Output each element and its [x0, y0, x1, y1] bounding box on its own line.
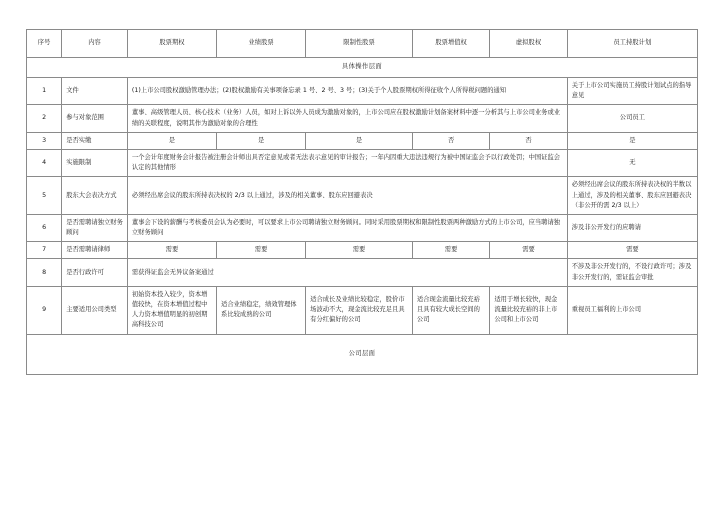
row-cell: 适合现金流量比较充裕且具有较大成长空间的公司 [412, 286, 489, 334]
row-number: 2 [27, 105, 62, 132]
column-header-7: 员工持股计划 [567, 30, 697, 58]
row-number: 6 [27, 214, 62, 241]
row-number: 4 [27, 149, 62, 176]
row-cell: 必须经出席会议的股东所持表决权的半数以上通过，涉及的相关董事、股东应回避表决（非公开的需 2/3 以上） [567, 177, 697, 215]
row-cell: 初始资本投入较少，资本增值较快，在资本增值过程中人力资本增值明显的初创期高科技公司 [127, 286, 216, 334]
table-row [27, 177, 698, 215]
column-header-3: 业绩股票 [217, 30, 306, 58]
row-cell: 涉及非公开发行的应聘请 [567, 214, 697, 241]
table-row [27, 132, 698, 149]
section-header-row-bottom [27, 334, 698, 374]
row-label: 文件 [62, 78, 128, 105]
row-cell: 是 [217, 132, 306, 149]
row-label: 是否需聘请独立财务顾问 [62, 214, 128, 241]
row-cell: 需要 [306, 242, 413, 259]
table-row [27, 149, 698, 176]
table-header-row [27, 30, 698, 58]
table-row [27, 286, 698, 334]
column-header-0: 序号 [27, 30, 62, 58]
row-number: 7 [27, 242, 62, 259]
row-cell: 否 [412, 132, 489, 149]
row-cell: 需要 [490, 242, 567, 259]
row-number: 5 [27, 177, 62, 215]
row-cell: 重视员工福利的上市公司 [567, 286, 697, 334]
table-row [27, 259, 698, 286]
row-cell: 适合成长及业绩比较稳定，股价市场波动不大，现金流比较充足且具有分红偏好的公司 [306, 286, 413, 334]
row-cell: 需获得证监会无异议备案通过 [127, 259, 567, 286]
column-header-1: 内容 [62, 30, 128, 58]
row-cell: (1)上市公司股权激励管理办法；(2)股权激励有关事项备忘录 1 号、2 号、3 号；(3)关于个人股票期权所得征收个人所得税问题的通知 [127, 78, 567, 105]
column-header-5: 股票增值权 [412, 30, 489, 58]
section-title-top: 具体操作层面 [27, 58, 698, 78]
column-header-2: 股票期权 [127, 30, 216, 58]
row-cell: 是 [567, 132, 697, 149]
table-row [27, 78, 698, 105]
row-cell: 无 [567, 149, 697, 176]
table-body [27, 30, 698, 375]
equity-incentive-comparison-table [26, 29, 698, 375]
row-cell: 一个会计年度财务会计报告被注册会计师出具否定意见或者无法表示意见的审计报告；一年内因重大违法违规行为被中国证监会予以行政处罚；中国证监会认定的其他情形 [127, 149, 567, 176]
row-cell: 需要 [217, 242, 306, 259]
row-label: 是否需聘请律师 [62, 242, 128, 259]
row-label: 参与对象范围 [62, 105, 128, 132]
row-cell: 公司员工 [567, 105, 697, 132]
row-cell: 需要 [127, 242, 216, 259]
row-cell: 不涉及非公开发行的，不设行政许可；涉及非公开发行的，需证监会审批 [567, 259, 697, 286]
table-row [27, 214, 698, 241]
row-cell: 董事、高级管理人员、核心技术（业务）人员，如对上诉以外人员成为激励对象的，上市公司应在股权激励计划备案材料中逐一分析其与上市公司业务或业绩的关联程度，说明其作为激励对象的合理性 [127, 105, 567, 132]
row-cell: 适合业绩稳定，绩效管理体系比较成熟的公司 [217, 286, 306, 334]
row-label: 是否行政许可 [62, 259, 128, 286]
row-cell: 董事会下设的薪酬与考核委员会认为必要时，可以要求上市公司聘请独立财务顾问。同时采用股票期权和限制性股票两种激励方式的上市公司，应当聘请独立财务顾问 [127, 214, 567, 241]
row-number: 1 [27, 78, 62, 105]
row-cell: 需要 [412, 242, 489, 259]
section-title-bottom: 公司层面 [27, 334, 698, 374]
row-cell: 关于上市公司实施员工持股计划试点的指导意见 [567, 78, 697, 105]
row-label: 是否实缴 [62, 132, 128, 149]
section-header-row-top [27, 58, 698, 78]
row-number: 8 [27, 259, 62, 286]
row-cell: 是 [306, 132, 413, 149]
table-row [27, 242, 698, 259]
row-number: 3 [27, 132, 62, 149]
column-header-6: 虚拟股权 [490, 30, 567, 58]
row-cell: 必须经出席会议的股东所持表决权的 2/3 以上通过，涉及的相关董事、股东应回避表决 [127, 177, 567, 215]
row-cell: 适用于增长较快，现金流量比较充裕的非上市公司和上市公司 [490, 286, 567, 334]
row-cell: 否 [490, 132, 567, 149]
table-row [27, 105, 698, 132]
row-label: 主要适用公司类型 [62, 286, 128, 334]
row-number: 9 [27, 286, 62, 334]
row-label: 实施限制 [62, 149, 128, 176]
row-cell: 是 [127, 132, 216, 149]
row-cell: 需要 [567, 242, 697, 259]
row-label: 股东大会表决方式 [62, 177, 128, 215]
column-header-4: 限制性股票 [306, 30, 413, 58]
